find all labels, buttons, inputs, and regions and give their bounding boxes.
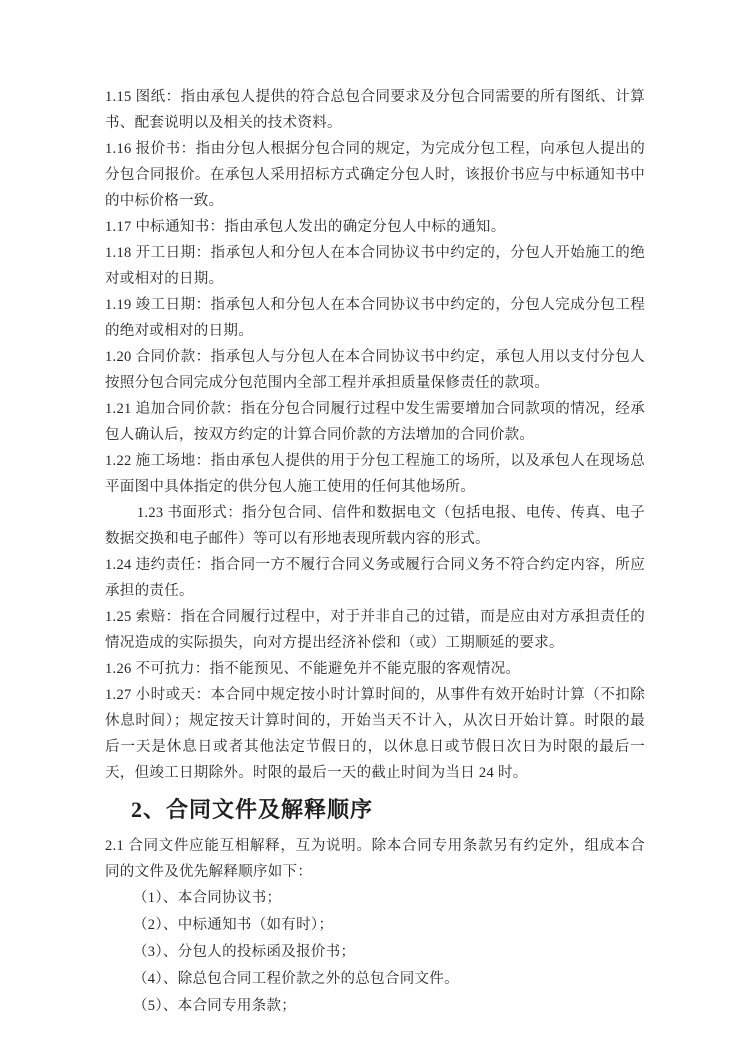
clause-1-17: 1.17 中标通知书：指由承包人发出的确定分包人中标的通知。	[105, 219, 506, 235]
clause-1-19: 1.19 竣工日期：指承包人和分包人在本合同协议书中约定的，分包人完成分包工程的绝对或相对的日期。	[105, 297, 645, 339]
priority-list-item-5: （5）、本合同专用条款；	[133, 998, 297, 1014]
clause-1-21: 1.21 追加合同价款：指在分包合同履行过程中发生需要增加合同款项的情况，经承包人确认后，按双方约定的计算合同价款的方法增加的合同价款。	[105, 401, 645, 443]
clause-1-22: 1.22 施工场地：指由承包人提供的用于分包工程施工的场所，以及承包人在现场总平面图中具体指定的供分包人施工使用的任何其他场所。	[105, 453, 645, 495]
clause-1-26: 1.26 不可抗力：指不能预见、不能避免并不能克服的客观情况。	[105, 661, 521, 677]
clause-2-1: 2.1 合同文件应能互相解释，互为说明。除本合同专用条款另有约定外，组成本合同的文件及优先解释顺序如下：	[105, 838, 645, 880]
clause-1-18: 1.18 开工日期：指承包人和分包人在本合同协议书中约定的，分包人开始施工的绝对或相对的日期。	[105, 245, 645, 287]
clause-1-27: 1.27 小时或天：本合同中规定按小时计算时间的，从事件有效开始时计算（不扣除休息时间）；规定按天计算时间的，开始当天不计入，从次日开始计算。时限的最后一天是休息日或者其他法定节假日的，以休息日或节假日次日为时限的最后一天，但竣工日期除外。时限的最后一天的截止时间为当日 24 时。	[105, 687, 645, 781]
clause-1-24: 1.24 违约责任：指合同一方不履行合同义务或履行合同义务不符合约定内容，所应承担的责任。	[105, 557, 645, 599]
clause-1-25: 1.25 索赔：指在合同履行过程中，对于并非自己的过错，而是应由对方承担责任的情况造成的实际损失，向对方提出经济补偿和（或）工期顺延的要求。	[105, 609, 645, 651]
priority-list-item-2: （2）、中标通知书（如有时）；	[133, 917, 334, 933]
clause-1-23: 1.23 书面形式：指分包合同、信件和数据电文（包括电报、电传、传真、电子数据交换和电子邮件）等可以有形地表现所载内容的形式。	[105, 505, 645, 547]
clause-1-15: 1.15 图纸：指由承包人提供的符合总包合同要求及分包合同需要的所有图纸、计算书、配套说明以及相关的技术资料。	[105, 89, 645, 131]
clause-1-20: 1.20 合同价款：指承包人与分包人在本合同协议书中约定，承包人用以支付分包人按照分包合同完成分包范围内全部工程并承担质量保修责任的款项。	[105, 349, 645, 391]
priority-list-item-4: （4）、除总包合同工程价款之外的总包合同文件。	[133, 971, 459, 987]
priority-list-item-3: （3）、分包人的投标函及报价书；	[133, 944, 356, 960]
clause-1-16: 1.16 报价书：指由分包人根据分包合同的规定，为完成分包工程，向承包人提出的分包合同报价。在承包人采用招标方式确定分包人时，该报价书应与中标通知书中的中标价格一致。	[105, 141, 645, 209]
priority-list-item-1: （1）、本合同协议书；	[133, 890, 282, 906]
section-2-heading: 2、合同文件及解释顺序	[131, 797, 374, 822]
